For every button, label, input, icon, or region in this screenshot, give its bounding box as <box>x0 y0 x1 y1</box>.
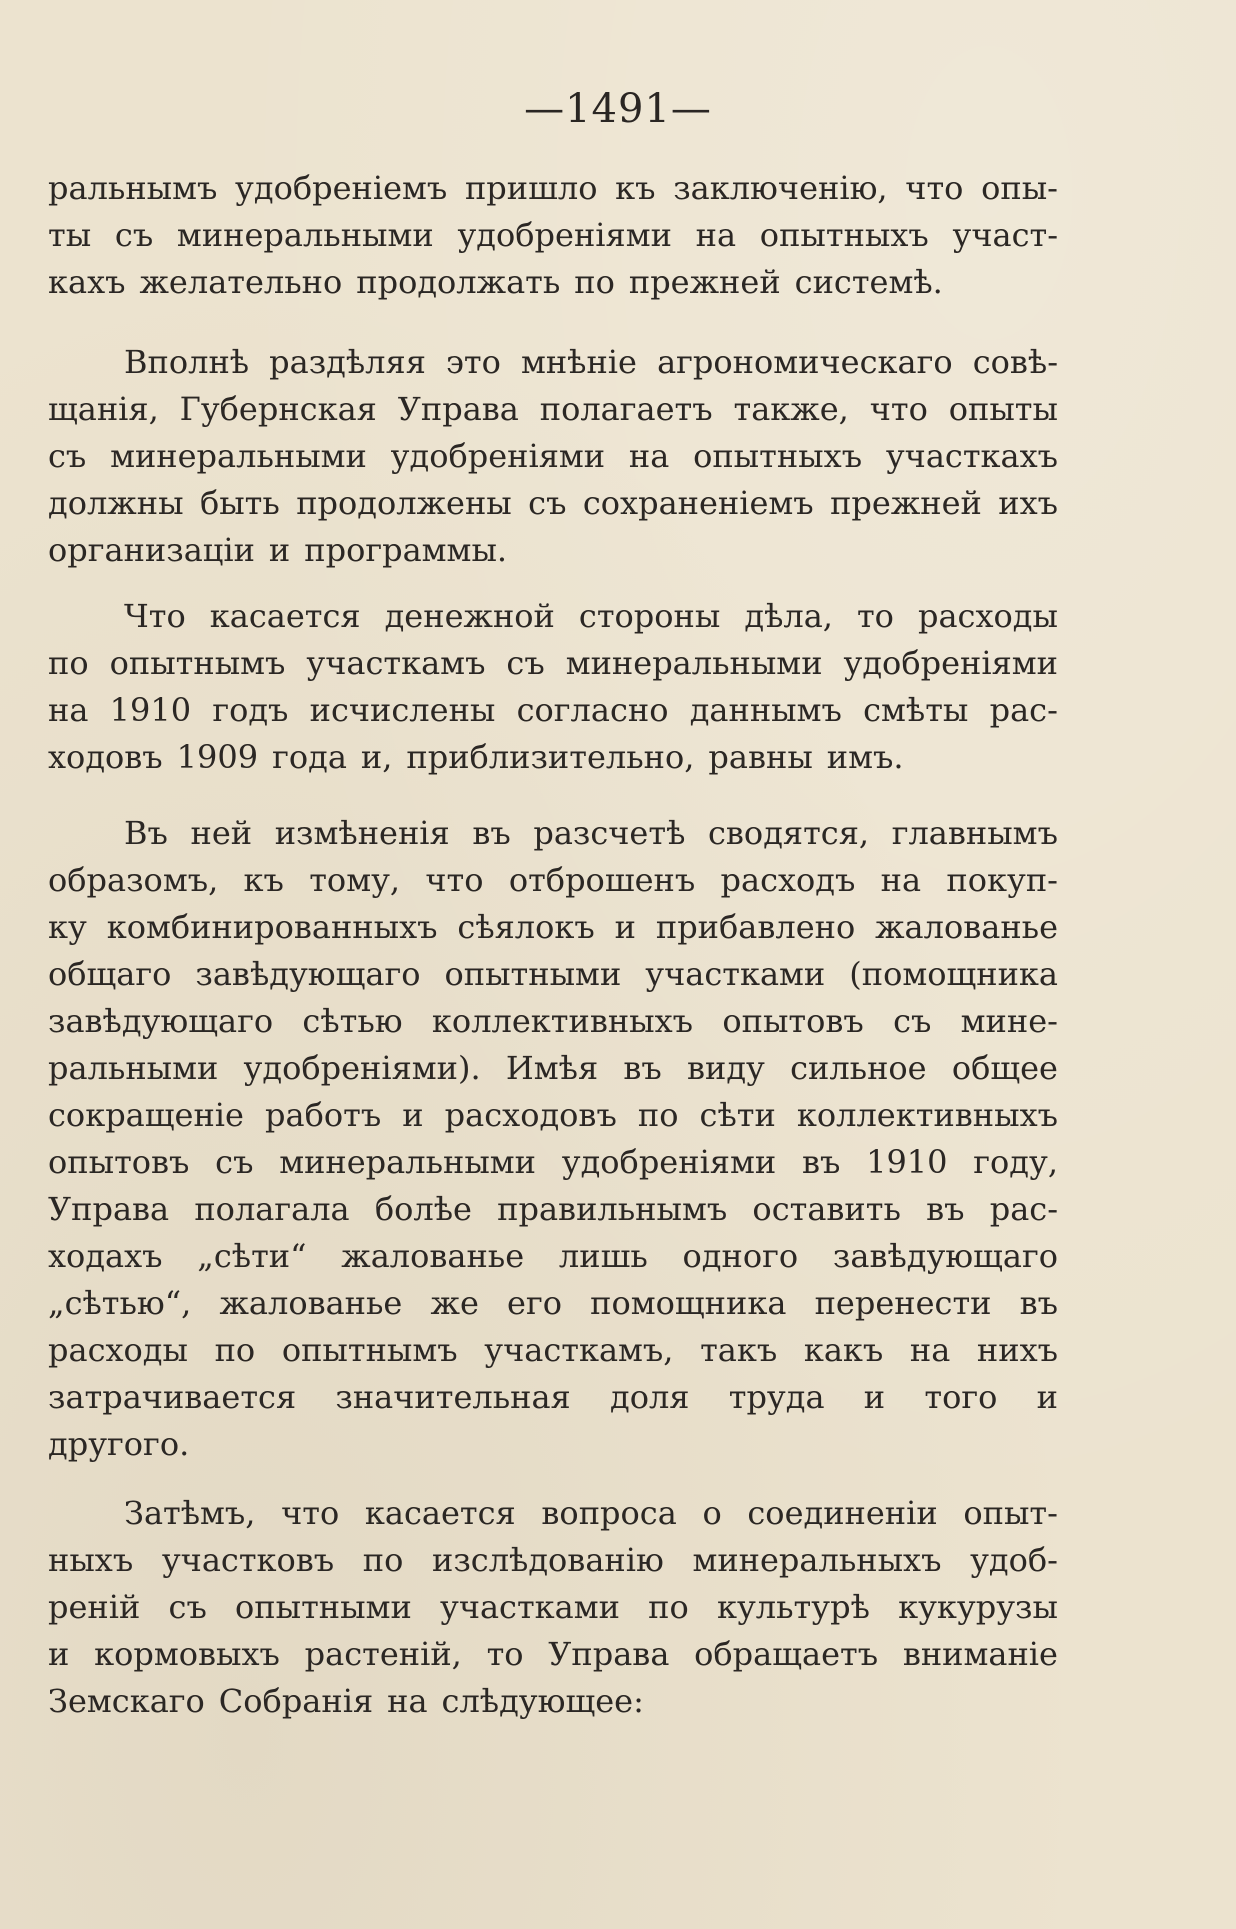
word: ходахъ <box>48 1237 163 1275</box>
word: равны <box>708 738 813 776</box>
word: общее <box>951 1049 1058 1087</box>
word: того <box>924 1378 998 1416</box>
word: ходовъ <box>48 738 163 776</box>
word: вниманіе <box>902 1635 1058 1673</box>
word: расходы <box>917 597 1058 635</box>
word: участ- <box>952 216 1058 254</box>
paragraph-4 <box>48 810 1058 1468</box>
text-line <box>48 998 1058 1045</box>
word: Земскаго <box>48 1682 205 1720</box>
text-line <box>48 212 1058 259</box>
word: то <box>486 1635 524 1673</box>
word: на <box>387 1682 428 1720</box>
word: по <box>648 1588 689 1626</box>
text-line <box>48 1421 1058 1468</box>
word: Управа <box>548 1635 670 1673</box>
word: на <box>909 1331 951 1369</box>
word: и, <box>360 738 393 776</box>
text-line <box>48 1139 1058 1186</box>
word: по <box>574 263 615 301</box>
word: сѣтью <box>302 1002 403 1040</box>
word: кормовыхъ <box>94 1635 280 1673</box>
word: участкахъ <box>885 437 1058 475</box>
word: Что <box>124 597 186 635</box>
paragraph-2 <box>48 339 1058 574</box>
word: денежной <box>384 597 555 635</box>
word: труда <box>728 1378 825 1416</box>
text-line <box>48 1233 1058 1280</box>
word: растеній, <box>304 1635 462 1673</box>
text-line <box>48 904 1058 951</box>
word: что <box>425 861 484 899</box>
word: доля <box>609 1378 690 1416</box>
word: Вполнѣ <box>124 343 250 381</box>
word: удобреніемъ <box>235 169 448 207</box>
text-line <box>48 857 1058 904</box>
word: и <box>48 1635 70 1673</box>
word: сокращеніе <box>48 1096 244 1134</box>
word: въ <box>926 1190 965 1228</box>
word: его <box>507 1284 563 1322</box>
word: продолжены <box>296 484 512 522</box>
text-line <box>48 1327 1058 1374</box>
word: коллективныхъ <box>796 1096 1058 1134</box>
word: на <box>628 437 670 475</box>
text-line <box>48 433 1058 480</box>
word: такъ <box>700 1331 778 1369</box>
text-line <box>48 1678 1058 1725</box>
word: раздѣляя <box>269 343 426 381</box>
word: дѣла, <box>744 597 833 635</box>
word: расходовъ <box>444 1096 617 1134</box>
word: опытными <box>444 955 622 993</box>
word: съ <box>528 484 567 522</box>
paragraph-3 <box>48 593 1058 781</box>
word: полагала <box>194 1190 350 1228</box>
text-line <box>48 1374 1058 1421</box>
word: должны <box>48 484 184 522</box>
word: „сѣтью“, <box>48 1284 192 1322</box>
word: слѣдующее: <box>441 1682 644 1720</box>
word: виду <box>686 1049 765 1087</box>
word: рас- <box>989 691 1058 729</box>
word: „сѣти“ <box>197 1237 307 1275</box>
word: Собранія <box>218 1682 374 1720</box>
word: культурѣ <box>716 1588 870 1626</box>
word: прибавлено <box>655 908 856 946</box>
word: ихъ <box>998 484 1058 522</box>
word: разсчетѣ <box>533 814 686 852</box>
word: что <box>905 169 964 207</box>
word: удобреніями <box>390 437 606 475</box>
word: удобреніями <box>843 644 1058 682</box>
page-number: —1491— <box>524 86 712 132</box>
word: какъ <box>803 1331 884 1369</box>
word: съ <box>168 1588 207 1626</box>
word: системѣ. <box>794 263 943 301</box>
word: что <box>869 390 928 428</box>
word: жалованье <box>341 1237 525 1275</box>
word: быть <box>199 484 280 522</box>
word: совѣ- <box>972 343 1058 381</box>
text-line <box>48 951 1058 998</box>
word: минеральными <box>279 1143 536 1181</box>
word: удобреніями). <box>243 1049 481 1087</box>
word: ныхъ <box>48 1541 134 1579</box>
word: касается <box>209 597 361 635</box>
word: имъ. <box>826 738 904 776</box>
word: щанія, <box>48 390 159 428</box>
word: желательно <box>139 263 343 301</box>
word: мине- <box>960 1002 1058 1040</box>
word: на <box>695 216 737 254</box>
word: комбинированныхъ <box>106 908 438 946</box>
text-line <box>48 1631 1058 1678</box>
word: минеральными <box>110 437 367 475</box>
word: приблизительно, <box>406 738 695 776</box>
word: Имѣя <box>505 1049 599 1087</box>
word: жалованье <box>219 1284 403 1322</box>
word: же <box>430 1284 479 1322</box>
word: помощника <box>590 1284 787 1322</box>
word: опы- <box>981 169 1058 207</box>
word: (помощника <box>849 955 1058 993</box>
word: Затѣмъ, <box>124 1494 256 1532</box>
word: и <box>402 1096 424 1134</box>
text-line <box>48 1280 1058 1327</box>
word: программы. <box>304 531 508 569</box>
word: на <box>48 691 89 729</box>
word: съ <box>215 1143 254 1181</box>
word: мнѣніе <box>520 343 637 381</box>
word: въ <box>801 1143 841 1181</box>
word: года <box>272 738 347 776</box>
word: годъ <box>212 691 289 729</box>
word: участками <box>439 1588 620 1626</box>
word: опытными <box>235 1588 412 1626</box>
word: жалованье <box>875 908 1058 946</box>
word: кукурузы <box>898 1588 1058 1626</box>
text-line <box>48 480 1058 527</box>
word: сѣти <box>699 1096 776 1134</box>
text-line <box>48 1584 1058 1631</box>
word: къ <box>243 861 284 899</box>
word: даннымъ <box>689 691 842 729</box>
text-line <box>48 593 1058 640</box>
word: Управа <box>48 1190 170 1228</box>
word: 1910 <box>109 691 192 729</box>
word: по <box>214 1331 256 1369</box>
word: и <box>614 908 636 946</box>
word: по <box>637 1096 679 1134</box>
word: сильное <box>790 1049 927 1087</box>
text-line <box>48 1537 1058 1584</box>
text-line <box>48 1186 1058 1233</box>
word: ку <box>48 908 87 946</box>
word: къ <box>615 169 656 207</box>
word: опыты <box>948 390 1058 428</box>
word: и <box>863 1378 886 1416</box>
word: по <box>362 1541 404 1579</box>
word: опытовъ <box>48 1143 190 1181</box>
word: ральными <box>48 1049 219 1087</box>
text-line <box>48 339 1058 386</box>
text-line <box>48 527 1058 574</box>
word: прежней <box>830 484 982 522</box>
word: Губернская <box>179 390 377 428</box>
word: агрономическаго <box>657 343 953 381</box>
text-line <box>48 810 1058 857</box>
word: участкамъ, <box>484 1331 674 1369</box>
word: съ <box>48 437 87 475</box>
word: главнымъ <box>891 814 1058 852</box>
word: заключенію, <box>673 169 888 207</box>
word: лишь <box>558 1237 648 1275</box>
word: согласно <box>516 691 669 729</box>
word: соединеніи <box>747 1494 938 1532</box>
word: Управа <box>397 390 519 428</box>
word: въ <box>472 814 511 852</box>
word: образомъ, <box>48 861 219 899</box>
word: участковъ <box>161 1541 335 1579</box>
word: по <box>48 644 89 682</box>
word: тому, <box>309 861 401 899</box>
word: болѣе <box>374 1190 472 1228</box>
word: расходы <box>48 1331 188 1369</box>
word: сохраненіемъ <box>582 484 814 522</box>
word: обращаетъ <box>694 1635 879 1673</box>
word: одного <box>682 1237 799 1275</box>
word: съ <box>114 216 154 254</box>
word: касается <box>364 1494 516 1532</box>
word: это <box>445 343 501 381</box>
word: что <box>281 1494 340 1532</box>
word: Въ <box>124 814 168 852</box>
paragraph-1 <box>48 165 1058 306</box>
word: коллективныхъ <box>431 1002 694 1040</box>
word: правильнымъ <box>497 1190 728 1228</box>
word: сводятся, <box>707 814 870 852</box>
word: участками <box>645 955 826 993</box>
word: покуп- <box>946 861 1058 899</box>
text-line <box>48 386 1058 433</box>
word: удобреніями <box>457 216 672 254</box>
text-line <box>48 1092 1058 1139</box>
word: продолжать <box>356 263 561 301</box>
word: завѣдующаго <box>832 1237 1058 1275</box>
word: также, <box>733 390 849 428</box>
text-line <box>48 1045 1058 1092</box>
word: оставить <box>752 1190 901 1228</box>
word: другого. <box>48 1425 190 1463</box>
text-line <box>48 687 1058 734</box>
word: 1910 <box>866 1143 948 1181</box>
word: пришло <box>464 169 598 207</box>
word: значительная <box>335 1378 571 1416</box>
word: и <box>268 531 291 569</box>
word: опытнымъ <box>109 644 286 682</box>
word: удоб- <box>970 1541 1058 1579</box>
word: минеральныхъ <box>692 1541 942 1579</box>
word: съ <box>506 644 545 682</box>
word: и <box>1036 1378 1058 1416</box>
word: завѣдующаго <box>48 1002 274 1040</box>
word: въ <box>1019 1284 1058 1322</box>
word: опыт- <box>963 1494 1058 1532</box>
word: ней <box>190 814 253 852</box>
word: завѣдующаго <box>195 955 421 993</box>
word: ральнымъ <box>48 169 218 207</box>
word: то <box>856 597 894 635</box>
word: опытовъ <box>722 1002 864 1040</box>
word: изслѣдованію <box>432 1541 664 1579</box>
word: реній <box>48 1588 141 1626</box>
word: работъ <box>265 1096 382 1134</box>
word: исчислены <box>309 691 496 729</box>
word: организаціи <box>48 531 255 569</box>
word: вопроса <box>541 1494 677 1532</box>
text-line <box>48 734 1058 781</box>
paragraph-5 <box>48 1490 1058 1725</box>
word: нихъ <box>976 1331 1058 1369</box>
word: году, <box>973 1143 1058 1181</box>
word: затрачивается <box>48 1378 297 1416</box>
word: минеральными <box>176 216 434 254</box>
word: общаго <box>48 955 172 993</box>
word: стороны <box>578 597 721 635</box>
word: 1909 <box>176 738 259 776</box>
word: въ <box>623 1049 662 1087</box>
word: минеральными <box>565 644 823 682</box>
word: на <box>880 861 922 899</box>
word: рас- <box>989 1190 1058 1228</box>
word: участкамъ <box>306 644 486 682</box>
word: смѣты <box>863 691 969 729</box>
text-line <box>48 165 1058 212</box>
word: перенести <box>814 1284 992 1322</box>
word: измѣненія <box>274 814 450 852</box>
text-line <box>48 259 1058 306</box>
word: опытныхъ <box>759 216 929 254</box>
word: опытныхъ <box>693 437 863 475</box>
word: удобреніями <box>561 1143 777 1181</box>
word: съ <box>893 1002 932 1040</box>
word: отброшенъ <box>508 861 696 899</box>
text-line <box>48 640 1058 687</box>
word: ты <box>48 216 92 254</box>
word: полагаетъ <box>539 390 713 428</box>
word: сѣялокъ <box>457 908 595 946</box>
word: расходъ <box>720 861 856 899</box>
word: о <box>702 1494 722 1532</box>
word: кахъ <box>48 263 126 301</box>
word: опытнымъ <box>281 1331 458 1369</box>
text-line <box>48 1490 1058 1537</box>
word: прежней <box>628 263 781 301</box>
